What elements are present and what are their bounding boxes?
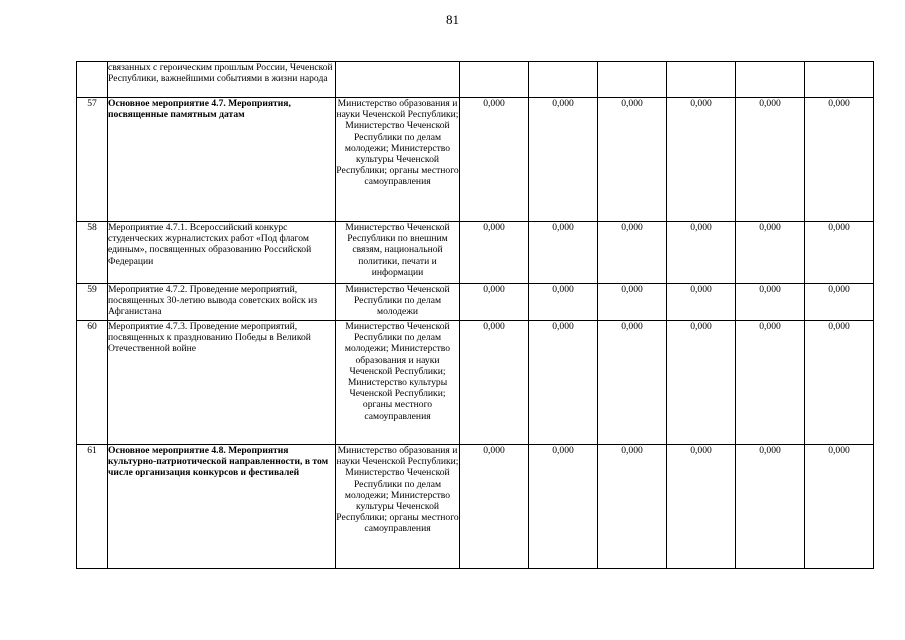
table-row <box>77 321 874 445</box>
value-cell <box>529 62 598 98</box>
value-cell: 0,000 <box>667 445 736 569</box>
row-number: 57 <box>77 98 108 222</box>
activity-name: Основное мероприятие 4.8. Мероприятия культурно-патриотической направленности, в том числе организация конкурсов и фестивалей <box>108 445 336 569</box>
value-cell: 0,000 <box>736 222 805 284</box>
executor-cell: Министерство образования и науки Чеченской Республики; Министерство Чеченской Республики по делам молодежи; Министерство культуры Чеченской Республики; органы местного самоуправления <box>336 98 460 222</box>
table-row <box>77 62 874 98</box>
value-cell: 0,000 <box>460 222 529 284</box>
table-row <box>77 445 874 569</box>
row-number: 58 <box>77 222 108 284</box>
value-cell: 0,000 <box>460 98 529 222</box>
value-cell <box>598 62 667 98</box>
activity-name: Основное мероприятие 4.7. Мероприятия, посвященные памятным датам <box>108 98 336 222</box>
executor-cell <box>336 62 460 98</box>
activity-name: связанных с героическим прошлым России, Чеченской Республики, важнейшими событиями в жизни народа <box>108 62 336 98</box>
value-cell: 0,000 <box>460 284 529 321</box>
executor-cell: Министерство образования и науки Чеченской Республики; Министерство Чеченской Республики по делам молодежи; Министерство культуры Чеченской Республики; органы местного самоуправления <box>336 445 460 569</box>
value-cell: 0,000 <box>667 98 736 222</box>
page-number: 81 <box>446 12 459 27</box>
value-cell: 0,000 <box>736 284 805 321</box>
program-table <box>76 61 874 569</box>
activity-name: Мероприятие 4.7.3. Проведение мероприятий, посвященных к празднованию Победы в Великой Отечественной войне <box>108 321 336 445</box>
value-cell: 0,000 <box>529 222 598 284</box>
value-cell <box>736 62 805 98</box>
value-cell: 0,000 <box>529 321 598 445</box>
row-number: 59 <box>77 284 108 321</box>
value-cell <box>805 62 874 98</box>
value-cell: 0,000 <box>736 321 805 445</box>
executor-cell: Министерство Чеченской Республики по делам молодежи; Министерство образования и науки Чеченской Республики; Министерство культуры Чеченской Республики; органы местного самоуправления <box>336 321 460 445</box>
value-cell: 0,000 <box>805 222 874 284</box>
value-cell: 0,000 <box>598 284 667 321</box>
table-row <box>77 98 874 222</box>
activity-name: Мероприятие 4.7.2. Проведение мероприятий, посвященных 30-летию вывода советских войск из Афганистана <box>108 284 336 321</box>
value-cell: 0,000 <box>598 321 667 445</box>
value-cell <box>460 62 529 98</box>
value-cell: 0,000 <box>529 284 598 321</box>
value-cell: 0,000 <box>667 222 736 284</box>
value-cell: 0,000 <box>667 284 736 321</box>
value-cell: 0,000 <box>460 445 529 569</box>
executor-cell: Министерство Чеченской Республики по внешним связям, национальной политики, печати и информации <box>336 222 460 284</box>
value-cell: 0,000 <box>805 98 874 222</box>
value-cell: 0,000 <box>805 445 874 569</box>
table-row <box>77 284 874 321</box>
activity-name: Мероприятие 4.7.1. Всероссийский конкурс студенческих журналистских работ «Под флагом единым», посвященных образованию Российской Федерации <box>108 222 336 284</box>
value-cell: 0,000 <box>805 321 874 445</box>
row-number: 61 <box>77 445 108 569</box>
value-cell <box>667 62 736 98</box>
value-cell: 0,000 <box>460 321 529 445</box>
value-cell: 0,000 <box>736 98 805 222</box>
executor-cell: Министерство Чеченской Республики по делам молодежи <box>336 284 460 321</box>
row-number: 60 <box>77 321 108 445</box>
value-cell: 0,000 <box>598 222 667 284</box>
row-number <box>77 62 108 98</box>
value-cell: 0,000 <box>529 98 598 222</box>
value-cell: 0,000 <box>667 321 736 445</box>
table-row <box>77 222 874 284</box>
value-cell: 0,000 <box>598 445 667 569</box>
value-cell: 0,000 <box>736 445 805 569</box>
value-cell: 0,000 <box>805 284 874 321</box>
value-cell: 0,000 <box>598 98 667 222</box>
value-cell: 0,000 <box>529 445 598 569</box>
